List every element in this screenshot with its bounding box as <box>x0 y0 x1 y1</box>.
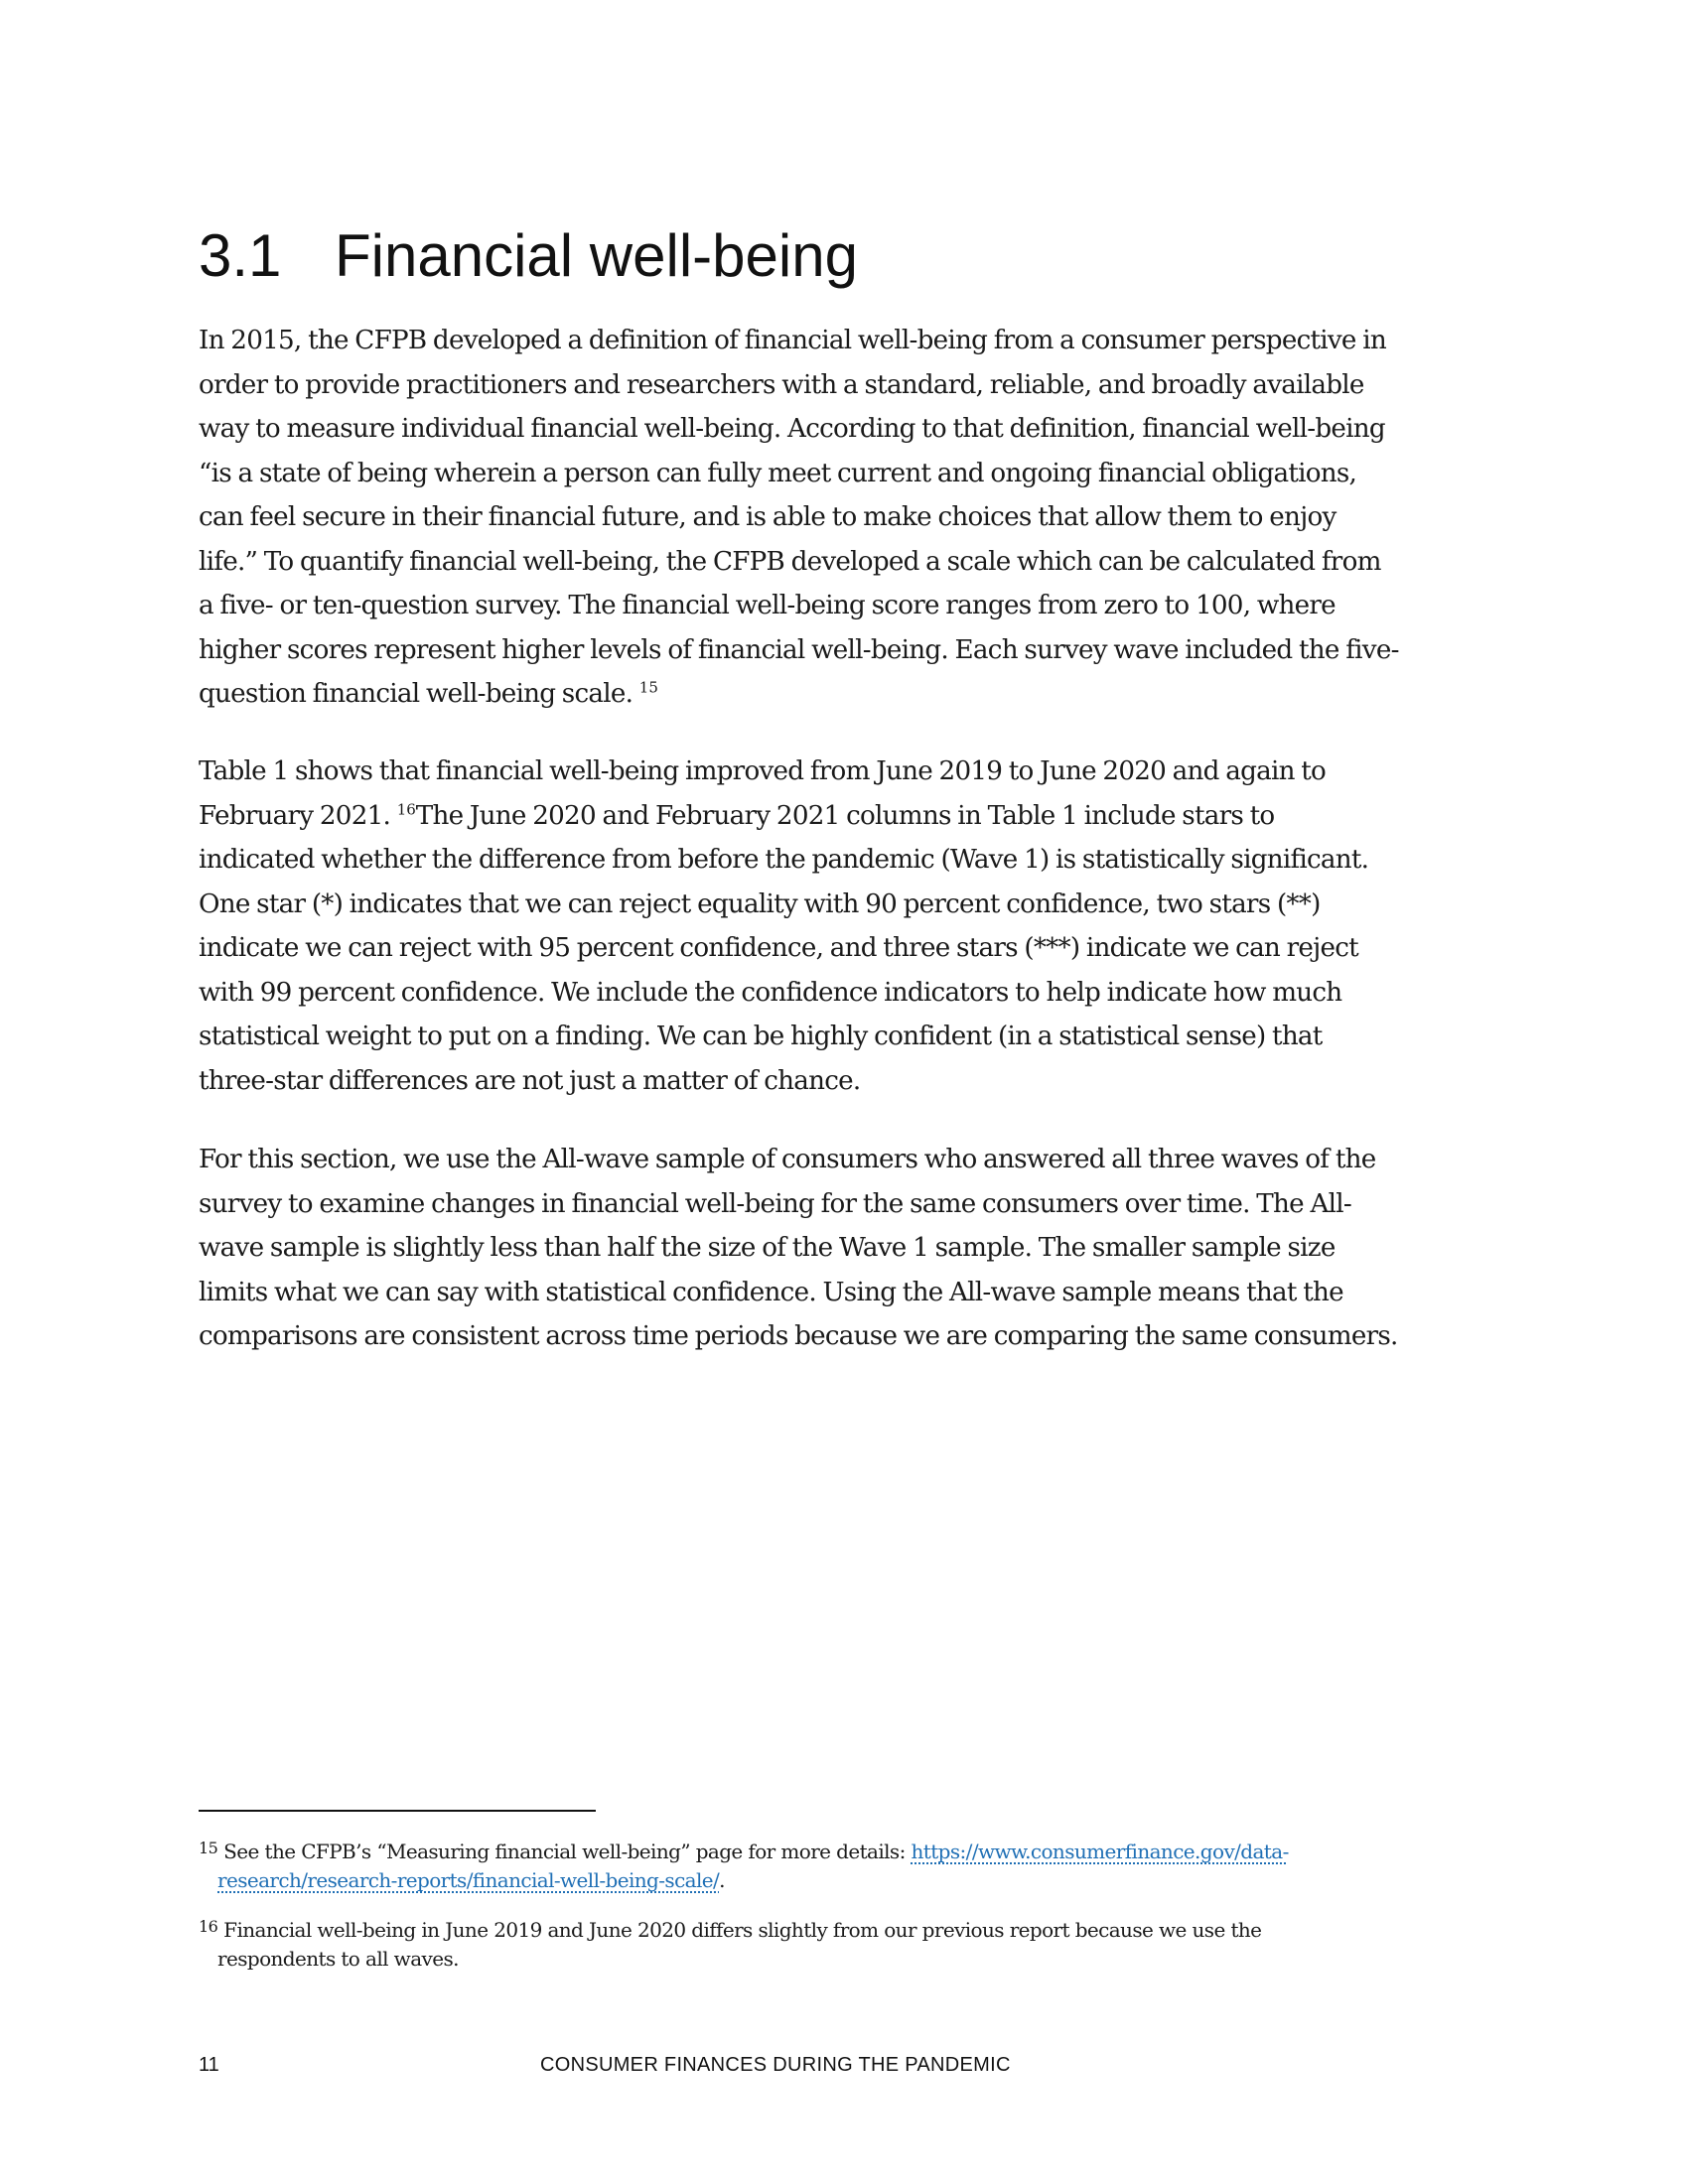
text-line: with 99 percent confidence. We include the confidence indicators to help indicate how much <box>199 977 1342 1008</box>
text-line: can feel secure in their financial future, and is able to make choices that allow them to enjoy <box>199 502 1336 532</box>
text-line: statistical weight to put on a finding. We can be highly confident (in a statistical sense) that <box>199 1022 1323 1051</box>
text-line: order to provide practitioners and researchers with a standard, reliable, and broadly available <box>199 369 1364 400</box>
text-line: For this section, we use the All-wave sample of consumers who answered all three waves of the <box>199 1145 1376 1174</box>
paragraph-definition <box>199 319 1489 717</box>
footnote-link-continued[interactable]: research/research-reports/financial-well-being-scale/ <box>217 1868 720 1892</box>
footnote-text-continued: respondents to all waves. <box>217 1947 459 1971</box>
footnote-ref-16[interactable]: 16 <box>396 799 416 818</box>
text-line: Table 1 shows that financial well-being improved from June 2019 to June 2020 and again to <box>199 756 1327 786</box>
text-line: wave sample is slightly less than half the size of the Wave 1 sample. The smaller sample size <box>199 1233 1336 1263</box>
footnote-text: Financial well-being in June 2019 and June 2020 differs slightly from our previous report because we use the <box>223 1918 1262 1942</box>
footnote-divider <box>199 1810 596 1812</box>
text-line: three-star differences are not just a matter of chance. <box>199 1065 861 1096</box>
footnote-text: See the CFPB’s “Measuring financial well-being” page for more details: <box>223 1840 906 1863</box>
footnote-number: 16 <box>199 1917 218 1936</box>
section-number: 3.1 <box>199 222 282 289</box>
paragraph-table-summary <box>199 750 1489 1103</box>
page-number: 11 <box>199 2054 219 2076</box>
footnote-trailing: . <box>719 1868 725 1892</box>
text-line: way to measure individual financial well-being. According to that definition, financial well-being <box>199 414 1385 444</box>
footnote-16 <box>199 1912 1489 1974</box>
footnote-15 <box>199 1834 1489 1895</box>
text-line: The June 2020 and February 2021 columns in Table 1 include stars to <box>415 800 1275 831</box>
text-line-prefix: February 2021. <box>199 800 391 831</box>
text-line: indicate we can reject with 95 percent confidence, and three stars (***) indicate we can reject <box>199 933 1358 963</box>
paragraph-all-wave-sample <box>199 1138 1489 1359</box>
footnote-number: 15 <box>199 1839 218 1857</box>
section-title: Financial well-being <box>335 222 858 289</box>
text-line: One star (*) indicates that we can reject equality with 90 percent confidence, two stars (**) <box>199 888 1321 919</box>
text-line: “is a state of being wherein a person can fully meet current and ongoing financial obligations, <box>199 458 1357 488</box>
text-line: higher scores represent higher levels of financial well-being. Each survey wave included the five- <box>199 634 1399 665</box>
text-line: question financial well-being scale. <box>199 679 633 709</box>
text-line: comparisons are consistent across time periods because we are comparing the same consumers. <box>199 1321 1398 1351</box>
footnote-ref-15[interactable]: 15 <box>638 678 658 697</box>
running-title: CONSUMER FINANCES DURING THE PANDEMIC <box>540 2054 1011 2076</box>
text-line: In 2015, the CFPB developed a definition of financial well-being from a consumer perspective in <box>199 326 1386 355</box>
text-line: survey to examine changes in financial well-being for the same consumers over time. The All- <box>199 1188 1351 1219</box>
section-heading <box>199 216 858 296</box>
text-line: limits what we can say with statistical confidence. Using the All-wave sample means that the <box>199 1277 1343 1307</box>
text-line: indicated whether the difference from before the pandemic (Wave 1) is statistically significant. <box>199 845 1369 875</box>
text-line: life.” To quantify financial well-being, the CFPB developed a scale which can be calculated from <box>199 546 1381 577</box>
text-line: a five- or ten-question survey. The financial well-being score ranges from zero to 100, where <box>199 591 1336 620</box>
footnote-link[interactable]: https://www.consumerfinance.gov/data- <box>911 1840 1289 1863</box>
